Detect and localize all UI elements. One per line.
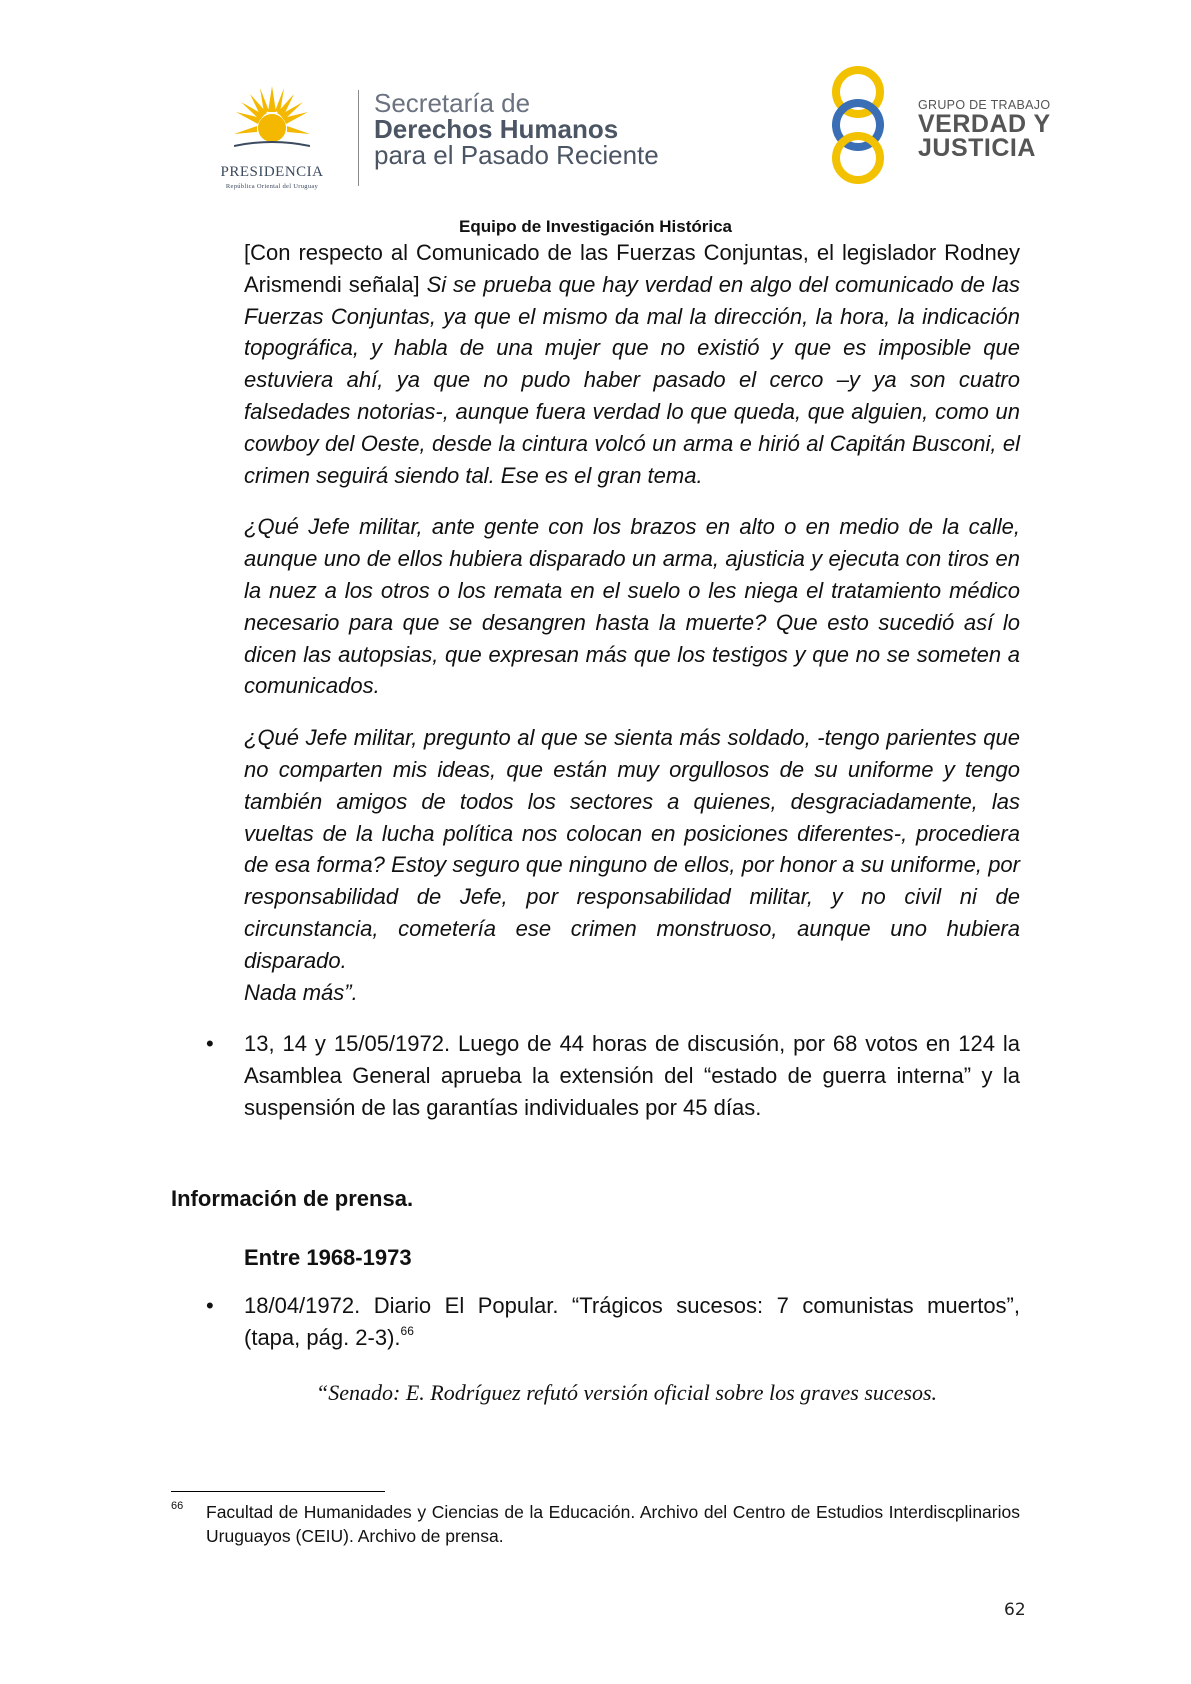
presidencia-subtitle: República Oriental del Uruguay [225,183,319,190]
grupo-line1: VERDAD Y [918,110,1051,138]
secretaria-line1: Secretaría de [374,88,531,118]
subsection-title: Entre 1968-1973 [244,1245,412,1270]
press-quote: “Senado: E. Rodríguez refutó versión oficial sobre los graves sucesos. [316,1380,938,1405]
quote-italic-1: Si se prueba que hay verdad en algo del comunicado de las Fuerzas Conjuntas, ya que el mismo da mal la dirección, la hora, la indicación topográfica, y habla de una mujer que no existió y que es imposible que estuviera ahí, ya que no pudo haber pasado el cerco –y ya son cuatro falsedades notorias-, aunque fuera verdad lo que queda, que alguien, como un cowboy del Oeste, desde la cintura volcó un arma e hirió al Capitán Busconi, el crimen seguirá siendo tal. Ese es el gran tema. [244,271,1020,488]
main-body [206,237,1020,1124]
grupo-line2: JUSTICIA [918,134,1036,162]
list-item-text: 18/04/1972. Diario El Popular. “Trágicos sucesos: 7 comunistas muertos”, (tapa, pág. 2-3). [244,1293,1020,1350]
quote-paragraph-2: ¿Qué Jefe militar, ante gente con los brazos en alto o en medio de la calle, aunque uno de ellos hubiera disparado un arma, ajusticia y ejecuta con tiros en la nuez a los otros o los remata en el suelo o les niega el tratamiento médico necesario para que se desangren hasta la muerte? Que esto sucedió así lo dicen las autopsias, que expresan más que los testigos y que no se someten a comunicados. [244,514,1020,699]
page-number: 62 [1004,1600,1026,1620]
quote-lead: [Con respecto al Comunicado de las Fuerzas Conjuntas, el legislador Rodney Arismendi señala] [244,240,1020,297]
footnote-separator [171,1491,385,1492]
presidencia-logo [196,82,348,192]
section-title: Información de prensa. [171,1186,414,1211]
footnote [171,1500,1020,1548]
list-item [206,1028,1020,1123]
list-item [206,1290,1020,1354]
bullet-marker: • [206,1293,214,1318]
footnote-number: 66 [171,1500,184,1512]
team-title: Equipo de Investigación Histórica [459,217,732,236]
verdad-justicia-rings-icon [808,64,908,186]
quote-closing: Nada más”. [244,979,358,1005]
page-header [0,64,1191,204]
secretaria-title [374,90,659,168]
header-divider [358,90,359,186]
sun-icon [234,82,310,162]
secretaria-line2: Derechos Humanos [374,114,619,144]
footnote-reference[interactable]: 66 [400,1324,414,1338]
quote-paragraph-1 [244,237,1020,491]
bullet-marker: • [206,1031,214,1057]
grupo-small-label: GRUPO DE TRABAJO [918,98,1051,112]
secretaria-line3: para el Pasado Reciente [374,140,659,170]
quote-paragraph-3: ¿Qué Jefe militar, pregunto al que se sienta más soldado, -tengo parientes que no comparten mis ideas, que están muy orgullosos de su uniforme y tengo también amigos de todos los sectores a quienes, desgraciadamente, las vueltas de la lucha política nos colocan en posiciones diferentes-, procediera de esa forma? Estoy seguro que ninguno de ellos, por honor a su uniforme, por responsabilidad de Jefe, por responsabilidad militar, y no civil ni de circunstancia, cometería ese crimen monstruoso, aunque uno hubiera disparado. [244,725,1020,973]
footnote-text: Facultad de Humanidades y Ciencias de la Educación. Archivo del Centro de Estudios Interdiscplinarios Uruguayos (CEIU). Archivo de prensa. [206,1502,1020,1546]
list-item-text: 13, 14 y 15/05/1972. Luego de 44 horas de discusión, por 68 votos en 124 la Asamblea General aprueba la extensión del “estado de guerra interna” y la suspensión de las garantías individuales por 45 días. [244,1031,1020,1120]
verdad-justicia-wordmark [918,98,1051,160]
presidencia-name: PRESIDENCIA [220,164,324,180]
